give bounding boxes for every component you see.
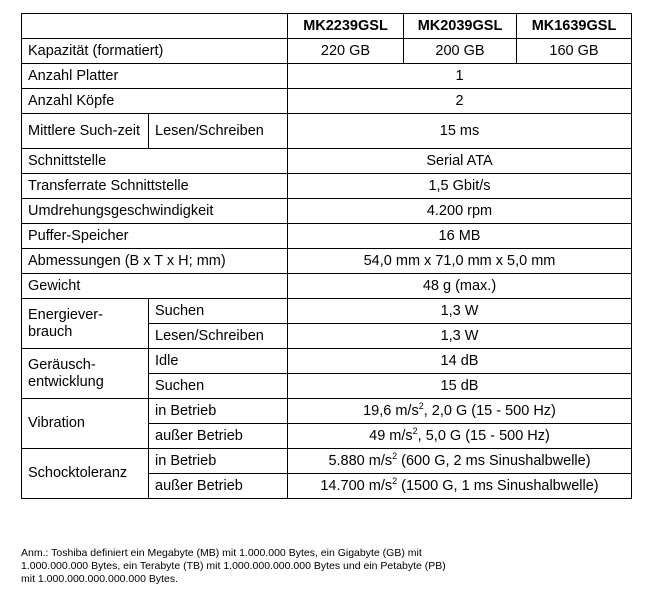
table-row — [22, 349, 632, 374]
superscript: 2 — [412, 425, 418, 436]
cell-value: 48 g (max.) — [288, 274, 632, 299]
value-text: , 5,0 G (15 - 500 Hz) — [417, 427, 550, 444]
cell-value — [288, 424, 632, 449]
row-sublabel: Lesen/Schreiben — [149, 324, 288, 349]
cell-value: 15 ms — [288, 114, 632, 149]
row-sublabel: außer Betrieb — [149, 474, 288, 499]
value-text: 5.880 m/s — [328, 452, 393, 469]
header-row — [22, 14, 632, 39]
table-row — [22, 149, 632, 174]
cell-value: 15 dB — [288, 374, 632, 399]
footnote-line: mit 1.000.000.000.000.000 Bytes. — [21, 573, 179, 585]
cell-value: Serial ATA — [288, 149, 632, 174]
footnote — [21, 547, 631, 586]
cell-value — [288, 399, 632, 424]
cell-value: 220 GB — [288, 39, 404, 64]
row-sublabel: Lesen/Schreiben — [149, 114, 288, 149]
table-row — [22, 89, 632, 114]
table-row — [22, 449, 632, 474]
footnote-line: 1.000.000.000 Bytes, ein Terabyte (TB) mit 1.000.000.000.000 Bytes und ein Petabyte (PB) — [21, 560, 446, 572]
row-sublabel: Suchen — [149, 374, 288, 399]
row-label: Energiever-brauch — [22, 299, 149, 349]
cell-value: 14 dB — [288, 349, 632, 374]
value-text: 19,6 m/s — [363, 402, 419, 419]
row-sublabel: Idle — [149, 349, 288, 374]
superscript: 2 — [392, 475, 398, 486]
cell-value — [288, 474, 632, 499]
cell-value: 1,3 W — [288, 299, 632, 324]
row-sublabel: in Betrieb — [149, 399, 288, 424]
superscript: 2 — [418, 400, 424, 411]
row-label: Anzahl Köpfe — [22, 89, 288, 114]
row-sublabel: außer Betrieb — [149, 424, 288, 449]
model-header: MK2239GSL — [288, 14, 404, 39]
row-label: Umdrehungsgeschwindigkeit — [22, 199, 288, 224]
row-label: Puffer-Speicher — [22, 224, 288, 249]
header-blank-cell — [22, 14, 288, 39]
table-row — [22, 274, 632, 299]
spec-table — [21, 13, 632, 499]
value-text: , 2,0 G (15 - 500 Hz) — [423, 402, 556, 419]
value-text: 14.700 m/s — [320, 477, 393, 494]
value-text: 49 m/s — [369, 427, 413, 444]
cell-value: 2 — [288, 89, 632, 114]
cell-value: 4.200 rpm — [288, 199, 632, 224]
table-row — [22, 199, 632, 224]
row-label: Anzahl Platter — [22, 64, 288, 89]
row-label: Geräusch-entwicklung — [22, 349, 149, 399]
table-row — [22, 39, 632, 64]
cell-value: 160 GB — [517, 39, 632, 64]
row-label: Abmessungen (B x T x H; mm) — [22, 249, 288, 274]
row-label: Schocktoleranz — [22, 449, 149, 499]
cell-value: 1,5 Gbit/s — [288, 174, 632, 199]
table-row — [22, 114, 632, 149]
cell-value: 1,3 W — [288, 324, 632, 349]
cell-value: 200 GB — [404, 39, 517, 64]
model-header: MK1639GSL — [517, 14, 632, 39]
row-label: Transferrate Schnittstelle — [22, 174, 288, 199]
value-text: (1500 G, 1 ms Sinushalbwelle) — [397, 477, 599, 494]
table-row — [22, 299, 632, 324]
row-sublabel: in Betrieb — [149, 449, 288, 474]
footnote-line: Anm.: Toshiba definiert ein Megabyte (MB) mit 1.000.000 Bytes, ein Gigabyte (GB) mit — [21, 547, 422, 559]
table-row — [22, 249, 632, 274]
table-row — [22, 224, 632, 249]
cell-value: 1 — [288, 64, 632, 89]
row-label: Mittlere Such-zeit — [22, 114, 149, 149]
value-text: (600 G, 2 ms Sinushalbwelle) — [397, 452, 591, 469]
table-row — [22, 399, 632, 424]
row-label: Gewicht — [22, 274, 288, 299]
row-label: Vibration — [22, 399, 149, 449]
model-header: MK2039GSL — [404, 14, 517, 39]
cell-value — [288, 449, 632, 474]
row-label: Schnittstelle — [22, 149, 288, 174]
row-sublabel: Suchen — [149, 299, 288, 324]
superscript: 2 — [392, 450, 398, 461]
table-row — [22, 174, 632, 199]
cell-value: 54,0 mm x 71,0 mm x 5,0 mm — [288, 249, 632, 274]
cell-value: 16 MB — [288, 224, 632, 249]
table-row — [22, 64, 632, 89]
row-label: Kapazität (formatiert) — [22, 39, 288, 64]
